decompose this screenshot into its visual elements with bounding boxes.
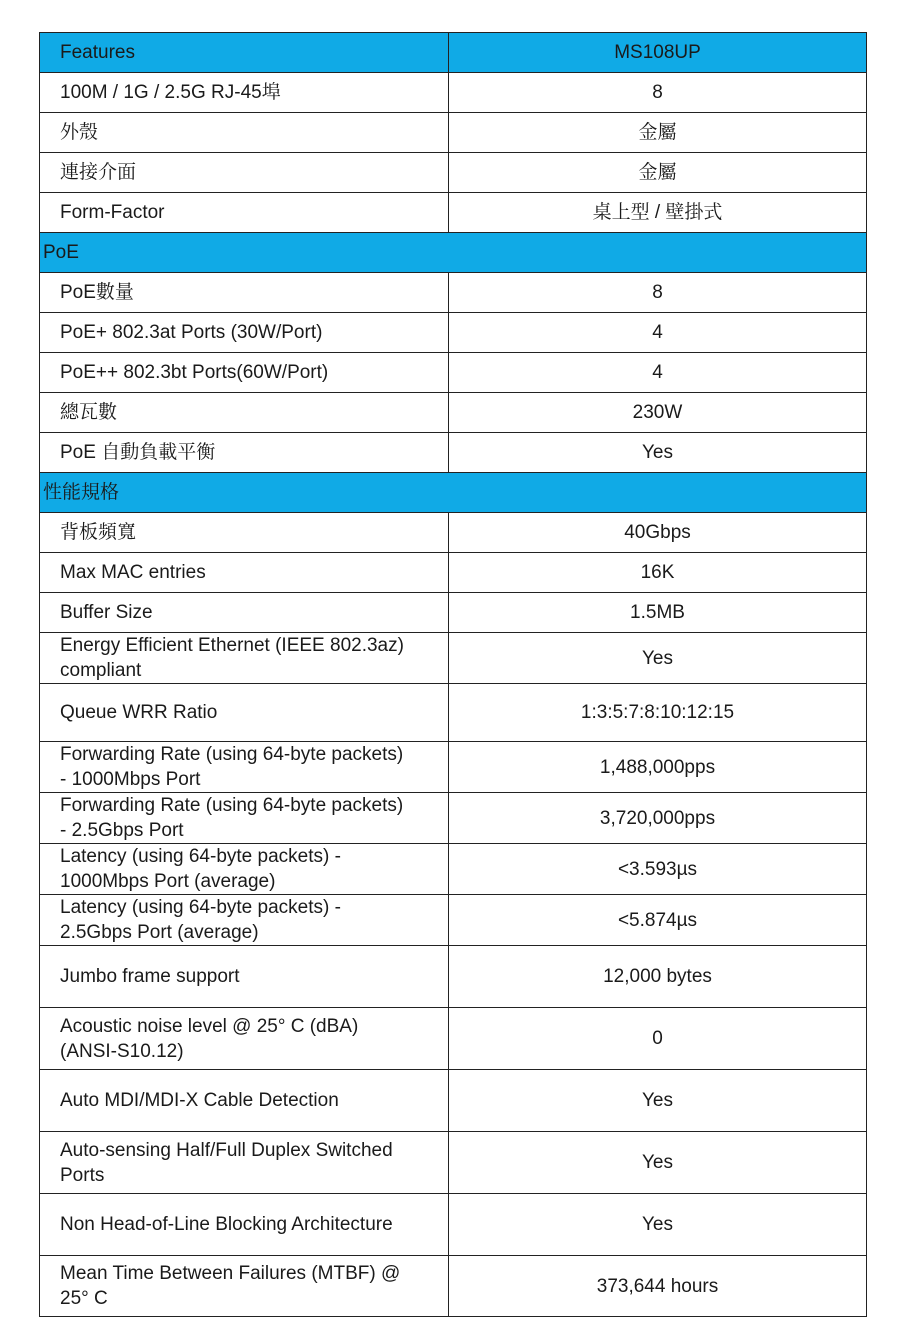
value-cell: 桌上型 / 壁掛式 [449, 193, 867, 233]
value-cell: 4 [449, 313, 867, 353]
section-title-performance: 性能規格 [40, 473, 867, 513]
table-row [40, 353, 867, 393]
feature-cell: 100M / 1G / 2.5G RJ-45埠 [40, 73, 449, 113]
feature-cell: Form-Factor [40, 193, 449, 233]
table-row [40, 433, 867, 473]
feature-cell: PoE++ 802.3bt Ports(60W/Port) [40, 353, 449, 393]
feature-line: - 2.5Gbps Port [60, 820, 184, 841]
table-row [40, 153, 867, 193]
value-cell: 金屬 [449, 153, 867, 193]
feature-cell: Auto MDI/MDI-X Cable Detection [40, 1070, 449, 1132]
feature-cell [40, 742, 449, 793]
table-row [40, 73, 867, 113]
value-cell: 8 [449, 273, 867, 313]
table-row [40, 1132, 867, 1194]
feature-cell: 外殼 [40, 113, 449, 153]
feature-cell [40, 1256, 449, 1317]
feature-cell [40, 793, 449, 844]
feature-cell [40, 1008, 449, 1070]
feature-cell: Max MAC entries [40, 553, 449, 593]
feature-cell: 連接介面 [40, 153, 449, 193]
feature-line: Energy Efficient Ethernet (IEEE 802.3az) [60, 635, 404, 656]
value-cell: 230W [449, 393, 867, 433]
feature-line: Acoustic noise level @ 25° C (dBA) [60, 1015, 359, 1037]
table-row [40, 684, 867, 742]
table-row [40, 1070, 867, 1132]
section-row-poe [40, 233, 867, 273]
feature-line: Latency (using 64-byte packets) - [60, 897, 341, 918]
table-row [40, 742, 867, 793]
feature-line: Forwarding Rate (using 64-byte packets) [60, 744, 404, 765]
value-cell: 4 [449, 353, 867, 393]
feature-cell [40, 1132, 449, 1194]
feature-cell: Non Head-of-Line Blocking Architecture [40, 1194, 449, 1256]
feature-cell [40, 895, 449, 946]
value-cell: 1,488,000pps [449, 742, 867, 793]
value-cell: 16K [449, 553, 867, 593]
feature-cell: Queue WRR Ratio [40, 684, 449, 742]
value-cell: 金屬 [449, 113, 867, 153]
table-header-row [40, 33, 867, 73]
feature-cell [40, 844, 449, 895]
value-cell: 3,720,000pps [449, 793, 867, 844]
feature-line: (ANSI-S10.12) [60, 1040, 184, 1062]
value-cell: Yes [449, 1194, 867, 1256]
table-row [40, 1194, 867, 1256]
value-cell: 373,644 hours [449, 1256, 867, 1317]
header-model: MS108UP [449, 33, 867, 73]
table-row [40, 895, 867, 946]
value-cell: 0 [449, 1008, 867, 1070]
value-cell: <3.593µs [449, 844, 867, 895]
value-cell: Yes [449, 633, 867, 684]
feature-cell: PoE+ 802.3at Ports (30W/Port) [40, 313, 449, 353]
feature-cell: 總瓦數 [40, 393, 449, 433]
value-cell: 40Gbps [449, 513, 867, 553]
section-row-performance [40, 473, 867, 513]
spec-table [39, 32, 867, 1317]
feature-line: - 1000Mbps Port [60, 769, 201, 790]
value-cell: 1:3:5:7:8:10:12:15 [449, 684, 867, 742]
table-row [40, 844, 867, 895]
table-row [40, 393, 867, 433]
table-row [40, 313, 867, 353]
feature-cell: PoE數量 [40, 273, 449, 313]
table-row [40, 946, 867, 1008]
value-cell: Yes [449, 1132, 867, 1194]
value-cell: Yes [449, 1070, 867, 1132]
feature-line: Auto-sensing Half/Full Duplex Switched [60, 1139, 393, 1161]
feature-cell: 背板頻寬 [40, 513, 449, 553]
feature-line: Forwarding Rate (using 64-byte packets) [60, 795, 404, 816]
feature-line: Ports [60, 1164, 105, 1186]
feature-cell: PoE 自動負載平衡 [40, 433, 449, 473]
header-features: Features [40, 33, 449, 73]
value-cell: <5.874µs [449, 895, 867, 946]
value-cell: 8 [449, 73, 867, 113]
feature-line: 2.5Gbps Port (average) [60, 922, 259, 943]
section-title-poe: PoE [40, 233, 867, 273]
feature-line: 25° C [60, 1288, 108, 1309]
table-row [40, 593, 867, 633]
feature-line: compliant [60, 660, 142, 681]
table-row [40, 1008, 867, 1070]
table-row [40, 553, 867, 593]
table-row [40, 1256, 867, 1317]
feature-line: 1000Mbps Port (average) [60, 871, 276, 892]
table-row [40, 113, 867, 153]
table-row [40, 633, 867, 684]
value-cell: 12,000 bytes [449, 946, 867, 1008]
table-row [40, 193, 867, 233]
table-row [40, 273, 867, 313]
feature-cell: Jumbo frame support [40, 946, 449, 1008]
feature-cell [40, 633, 449, 684]
table-row [40, 793, 867, 844]
feature-line: Mean Time Between Failures (MTBF) @ [60, 1263, 401, 1284]
table-row [40, 513, 867, 553]
feature-cell: Buffer Size [40, 593, 449, 633]
value-cell: Yes [449, 433, 867, 473]
feature-line: Latency (using 64-byte packets) - [60, 846, 341, 867]
value-cell: 1.5MB [449, 593, 867, 633]
